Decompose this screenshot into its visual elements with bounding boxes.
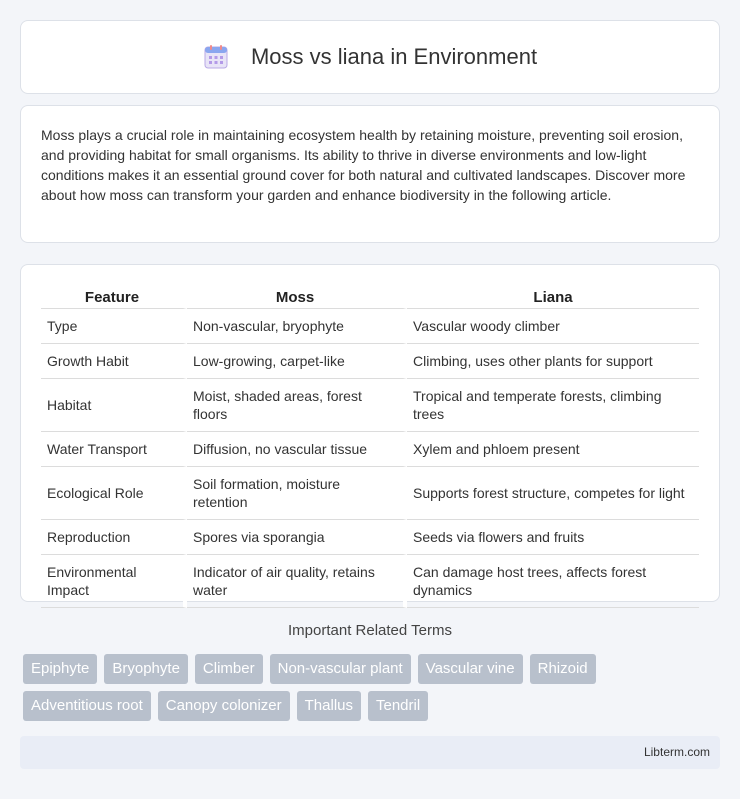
header-moss: Moss — [187, 285, 407, 309]
table-cell: Xylem and phloem present — [407, 432, 699, 467]
table-cell: Climbing, uses other plants for support — [407, 344, 699, 379]
table-row — [41, 432, 699, 467]
related-term-tag[interactable]: Tendril — [368, 691, 428, 721]
table-cell: Moist, shaded areas, forest floors — [187, 379, 407, 432]
related-term-tag[interactable]: Non-vascular plant — [270, 654, 411, 684]
footer-site-link[interactable]: Libterm.com — [643, 745, 710, 759]
footer — [20, 736, 720, 769]
table-cell: Vascular woody climber — [407, 309, 699, 344]
intro-text: Moss plays a crucial role in maintaining ecosystem health by retaining moisture, preventing soil erosion, and providing habitat for small organisms. Its ability to thrive in diverse environments and low-light conditions makes it an essential ground cover for both natural and cultivated landscapes. Discover more about how moss can transform your garden and enhance biodiversity in the following article. — [41, 127, 686, 203]
comparison-table — [41, 285, 699, 608]
header-liana: Liana — [407, 285, 699, 309]
table-row — [41, 309, 699, 344]
related-term-tag[interactable]: Canopy colonizer — [158, 691, 290, 721]
table-cell: Non-vascular, bryophyte — [187, 309, 407, 344]
table-cell: Diffusion, no vascular tissue — [187, 432, 407, 467]
comparison-table-card — [20, 264, 720, 602]
table-cell: Low-growing, carpet-like — [187, 344, 407, 379]
table-row — [41, 555, 699, 608]
related-term-tag[interactable]: Climber — [195, 654, 263, 684]
table-cell: Reproduction — [41, 520, 187, 555]
table-cell: Growth Habit — [41, 344, 187, 379]
table-cell: Indicator of air quality, retains water — [187, 555, 407, 608]
table-row — [41, 344, 699, 379]
table-header-row — [41, 285, 699, 309]
table-cell: Tropical and temperate forests, climbing trees — [407, 379, 699, 432]
related-term-tag[interactable]: Epiphyte — [23, 654, 97, 684]
related-terms-title: Important Related Terms — [288, 622, 452, 639]
table-cell: Ecological Role — [41, 467, 187, 520]
table-cell: Environmental Impact — [41, 555, 187, 608]
header-card — [20, 20, 720, 94]
header-feature: Feature — [41, 285, 187, 309]
table-cell: Supports forest structure, competes for light — [407, 467, 699, 520]
table-row — [41, 467, 699, 520]
related-term-tag[interactable]: Adventitious root — [23, 691, 151, 721]
table-row — [41, 379, 699, 432]
table-cell: Habitat — [41, 379, 187, 432]
table-row — [41, 520, 699, 555]
related-term-tag[interactable]: Vascular vine — [418, 654, 523, 684]
intro-card — [20, 105, 720, 243]
table-cell: Type — [41, 309, 187, 344]
related-terms-list — [23, 654, 703, 721]
table-cell: Spores via sporangia — [187, 520, 407, 555]
table-cell: Can damage host trees, affects forest dynamics — [407, 555, 699, 608]
page-title: Moss vs liana in Environment — [250, 44, 538, 69]
table-cell: Water Transport — [41, 432, 187, 467]
related-term-tag[interactable]: Thallus — [297, 691, 361, 721]
table-cell: Seeds via flowers and fruits — [407, 520, 699, 555]
calendar-icon — [203, 44, 229, 70]
related-term-tag[interactable]: Rhizoid — [530, 654, 596, 684]
related-term-tag[interactable]: Bryophyte — [104, 654, 188, 684]
table-cell: Soil formation, moisture retention — [187, 467, 407, 520]
